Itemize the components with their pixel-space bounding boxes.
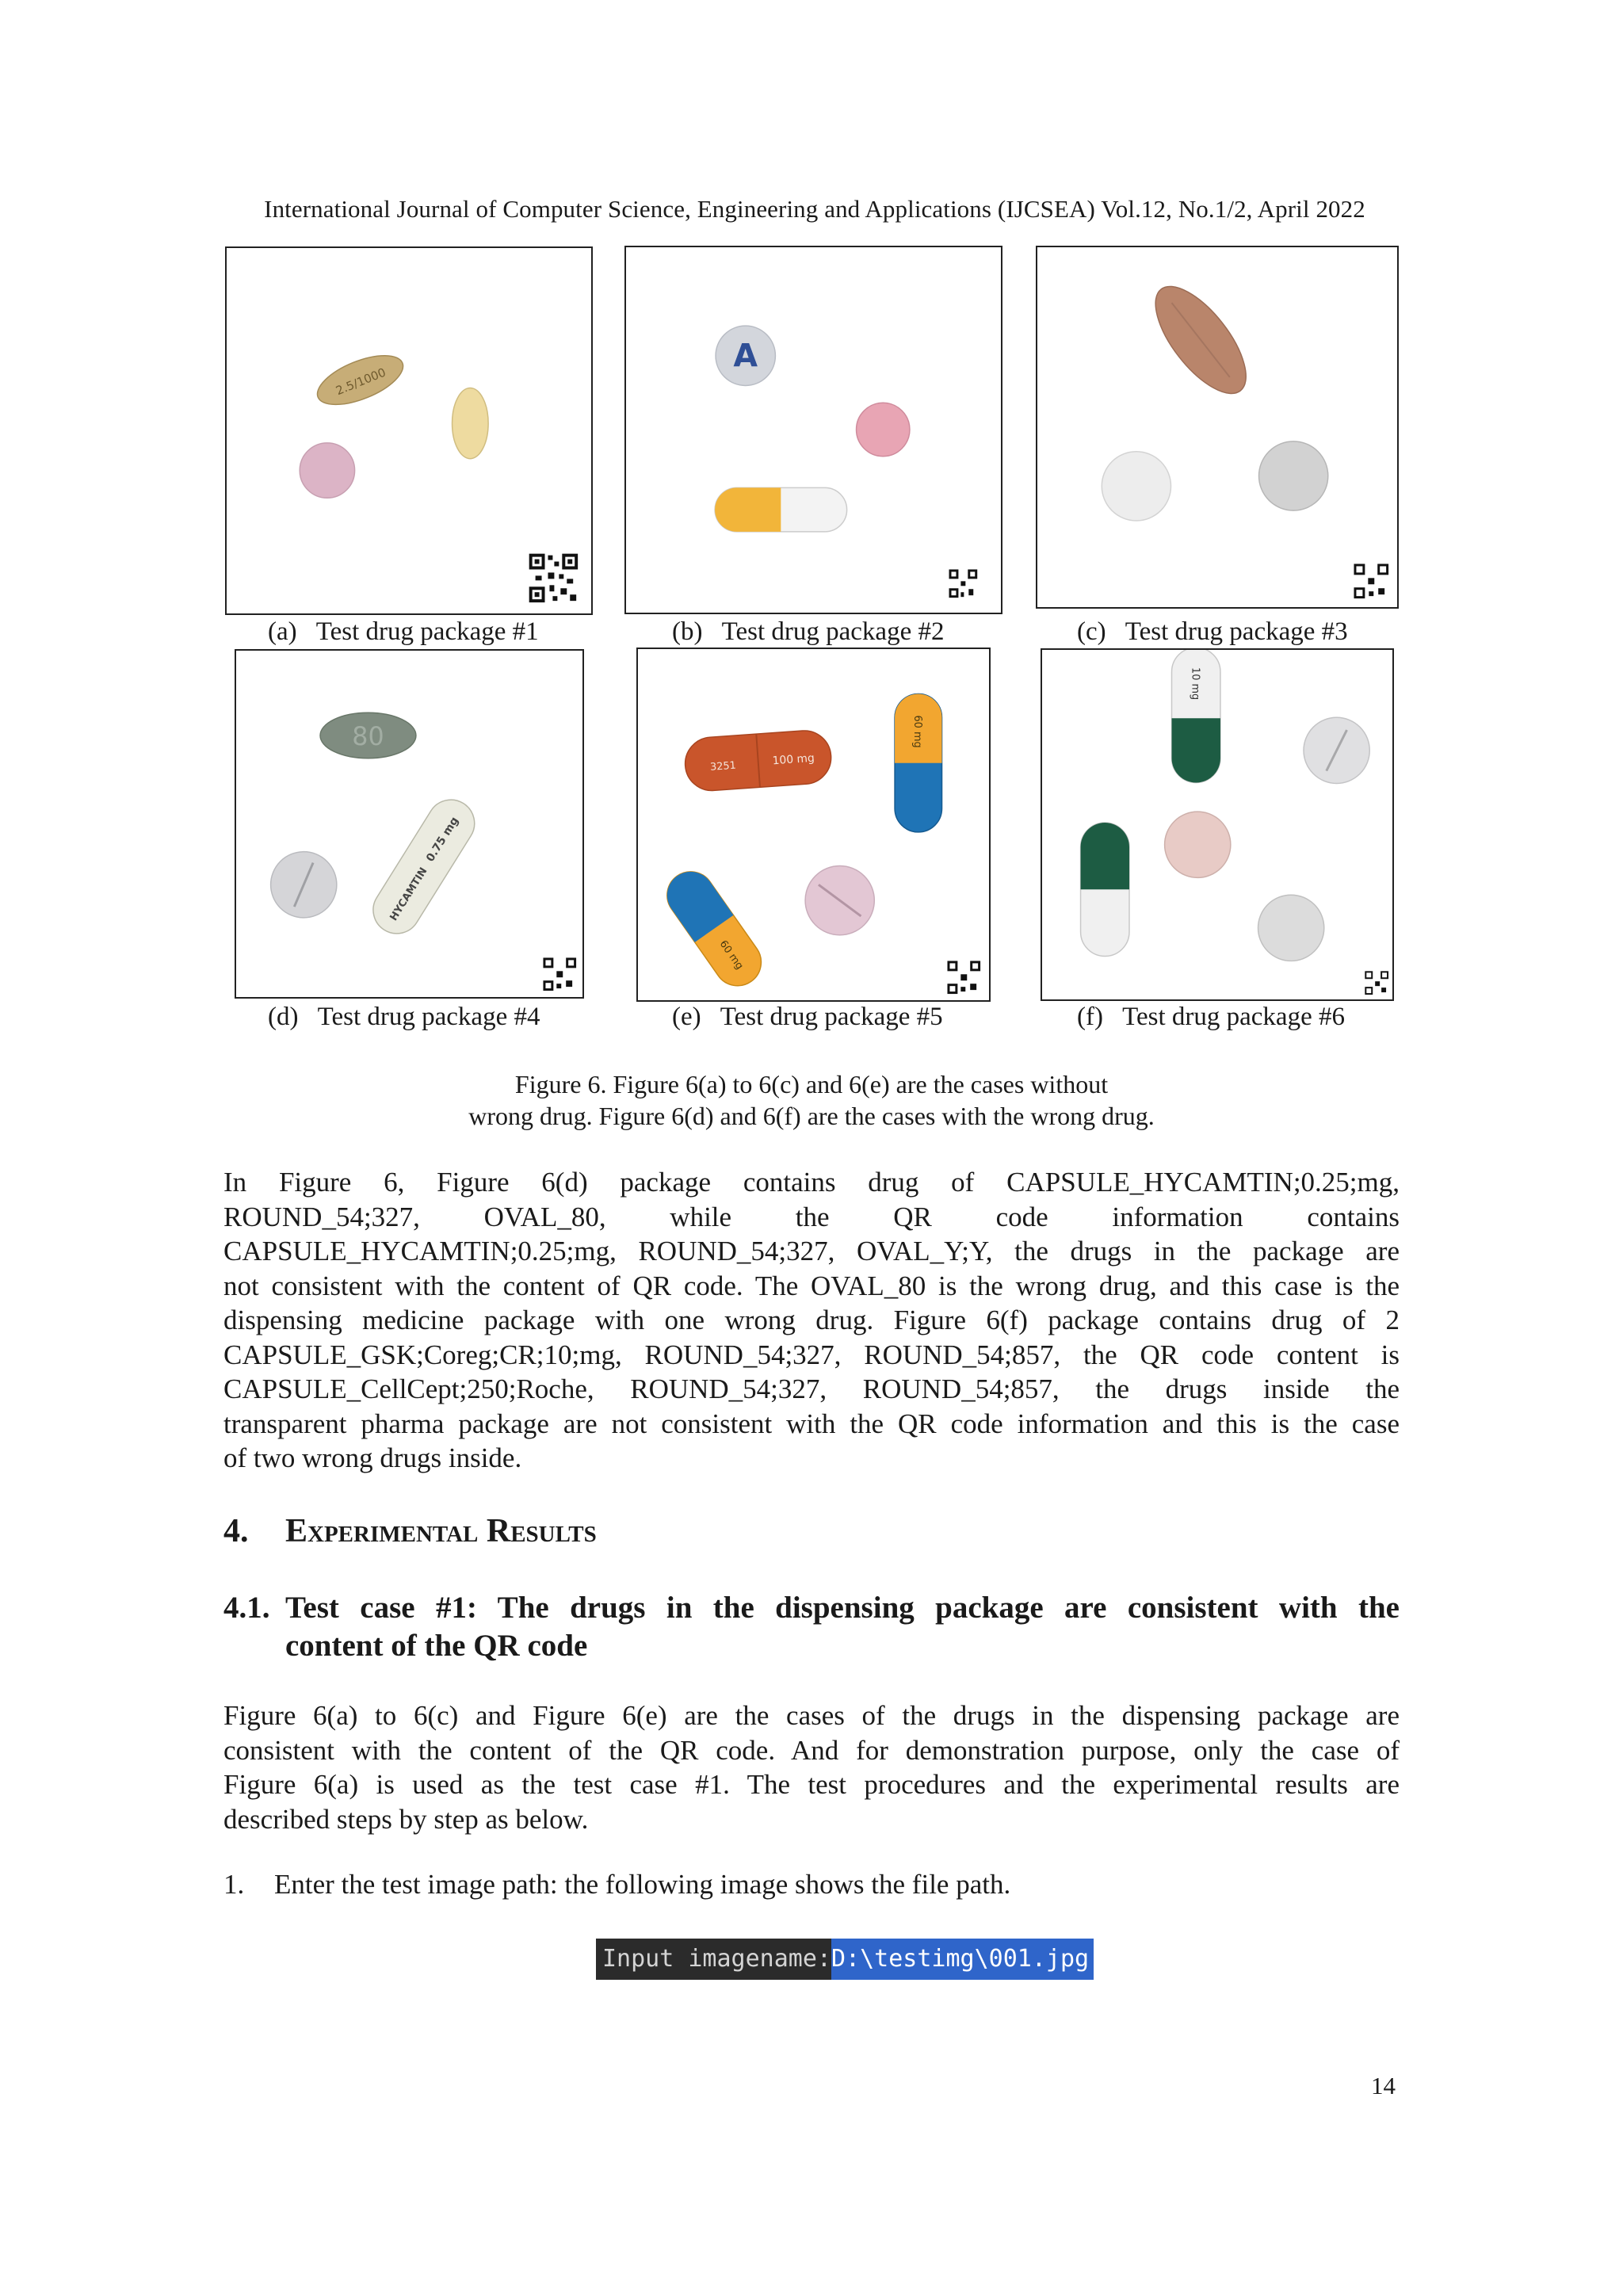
drug-package-image-c bbox=[1037, 247, 1397, 607]
paragraph-line: ROUND_54;327, OVAL_80, while the QR code information contains bbox=[223, 1201, 1400, 1232]
drug-package-image-f bbox=[1042, 650, 1392, 999]
pill-imprint: 3251 bbox=[709, 759, 737, 774]
subcaption-label: (e) bbox=[672, 1003, 701, 1031]
subcaption-text: Test drug package #3 bbox=[1125, 617, 1348, 646]
subcaption-label: (a) bbox=[268, 617, 297, 646]
drug-package-image-d bbox=[236, 651, 582, 997]
paragraph-line: In Figure 6, Figure 6(d) package contains drug of CAPSULE_HYCAMTIN;0.25;mg, bbox=[223, 1167, 1400, 1198]
pill-imprint: 60 mg bbox=[911, 715, 923, 748]
terminal-prompt: Input imagename: bbox=[602, 1945, 831, 1973]
subcaption-text: Test drug package #2 bbox=[721, 617, 945, 646]
paragraph-line: dispensing medicine package with one wrong drug. Figure 6(f) package contains drug of 2 bbox=[223, 1305, 1400, 1335]
paragraph-line: described steps by step as below. bbox=[223, 1803, 589, 1835]
subcaption-d bbox=[268, 1003, 540, 1032]
qr-code bbox=[949, 568, 979, 598]
drug-package-image-a bbox=[227, 248, 591, 613]
paragraph-line: CAPSULE_GSK;Coreg;CR;10;mg, ROUND_54;327, ROUND_54;857, the QR code content is bbox=[223, 1339, 1400, 1370]
subcaption-c bbox=[1077, 617, 1348, 647]
drug-package-image-e bbox=[638, 649, 989, 1000]
subcaption-b bbox=[672, 617, 944, 647]
subcaption-text: Test drug package #4 bbox=[317, 1003, 540, 1031]
section-title: Experimental Results bbox=[285, 1513, 597, 1549]
paragraph-figure-discussion bbox=[223, 1165, 1400, 1476]
subcaption-label: (b) bbox=[672, 617, 703, 646]
figure-caption-line: Figure 6. Figure 6(a) to 6(c) and 6(e) are the cases without bbox=[514, 1070, 1109, 1098]
figure-panel-b bbox=[624, 246, 1002, 614]
pill-imprint: 100 mg bbox=[772, 751, 815, 768]
qr-code bbox=[528, 552, 579, 604]
list-item bbox=[223, 1869, 1010, 1901]
paragraph-line: not consistent with the content of QR code. The OVAL_80 is the wrong drug, and this case is the bbox=[223, 1270, 1400, 1301]
pill-imprint: 80 bbox=[352, 722, 384, 751]
qr-code bbox=[946, 960, 981, 995]
terminal-screenshot bbox=[596, 1939, 1094, 1980]
subsection-number: 4.1. bbox=[223, 1591, 270, 1625]
subsection-title-line: content of the QR code bbox=[285, 1629, 588, 1663]
qr-code bbox=[1364, 970, 1389, 995]
figure-caption-line: wrong drug. Figure 6(d) and 6(f) are the cases with the wrong drug. bbox=[468, 1102, 1155, 1130]
figure-panel-f bbox=[1041, 648, 1394, 1001]
paragraph-line: CAPSULE_CellCept;250;Roche, ROUND_54;327, ROUND_54;857, the drugs inside the bbox=[223, 1373, 1400, 1404]
pill-imprint: HYCAMTIN bbox=[388, 865, 430, 923]
paragraph-line: transparent pharma package are not consistent with the QR code information and this is the case bbox=[223, 1408, 1400, 1439]
subcaption-label: (f) bbox=[1077, 1003, 1103, 1031]
figure-caption bbox=[317, 1068, 1306, 1132]
section-heading bbox=[223, 1512, 597, 1550]
terminal-input-path: D:\testimg\001.jpg bbox=[831, 1939, 1094, 1980]
paragraph-line: Figure 6(a) to 6(c) and Figure 6(e) are the cases of the drugs in the dispensing package are bbox=[223, 1700, 1400, 1731]
paragraph-test-case bbox=[223, 1698, 1400, 1836]
figure-panel-c bbox=[1036, 246, 1399, 609]
subcaption-label: (d) bbox=[268, 1003, 299, 1031]
subcaption-text: Test drug package #5 bbox=[720, 1003, 943, 1031]
list-item-number: 1. bbox=[223, 1869, 245, 1900]
section-number: 4. bbox=[223, 1513, 249, 1549]
subsection-heading bbox=[223, 1589, 1400, 1665]
qr-code bbox=[1353, 563, 1389, 599]
pill-imprint: 10 mg bbox=[1189, 667, 1201, 701]
running-header: International Journal of Computer Science, Engineering and Applications (IJCSEA) Vol.12, No.1/2, April 2022 bbox=[264, 195, 1365, 223]
subcaption-text: Test drug package #1 bbox=[315, 617, 539, 646]
subcaption-label: (c) bbox=[1077, 617, 1106, 646]
figure-panel-a bbox=[225, 246, 593, 615]
paragraph-line: CAPSULE_HYCAMTIN;0.25;mg, ROUND_54;327, OVAL_Y;Y, the drugs in the package are bbox=[223, 1236, 1400, 1266]
drug-package-image-b bbox=[626, 247, 1001, 613]
paragraph-line: consistent with the content of the QR code. And for demonstration purpose, only the case of bbox=[223, 1734, 1400, 1766]
pill-imprint: 2.5/1000 bbox=[334, 365, 388, 399]
subcaption-e bbox=[672, 1003, 943, 1032]
paragraph-line: of two wrong drugs inside. bbox=[223, 1442, 522, 1473]
subcaption-f bbox=[1077, 1003, 1345, 1032]
paragraph-line: Figure 6(a) is used as the test case #1. The test procedures and the experimental results are bbox=[223, 1769, 1400, 1800]
subcaption-text: Test drug package #6 bbox=[1122, 1003, 1345, 1031]
subsection-title-line: Test case #1: The drugs in the dispensing package are consistent with the bbox=[285, 1591, 1400, 1625]
list-item-text: Enter the test image path: the following image shows the file path. bbox=[274, 1869, 1011, 1900]
page-number: 14 bbox=[1371, 2072, 1396, 2099]
subcaption-a bbox=[268, 617, 539, 647]
figure-panel-d bbox=[235, 649, 584, 999]
pill-imprint: 60 mg bbox=[716, 938, 746, 972]
figure-panel-e bbox=[636, 648, 991, 1002]
qr-code bbox=[542, 957, 577, 991]
pill-imprint: 0.75 mg bbox=[423, 815, 462, 865]
pill-imprint: A bbox=[733, 338, 758, 375]
